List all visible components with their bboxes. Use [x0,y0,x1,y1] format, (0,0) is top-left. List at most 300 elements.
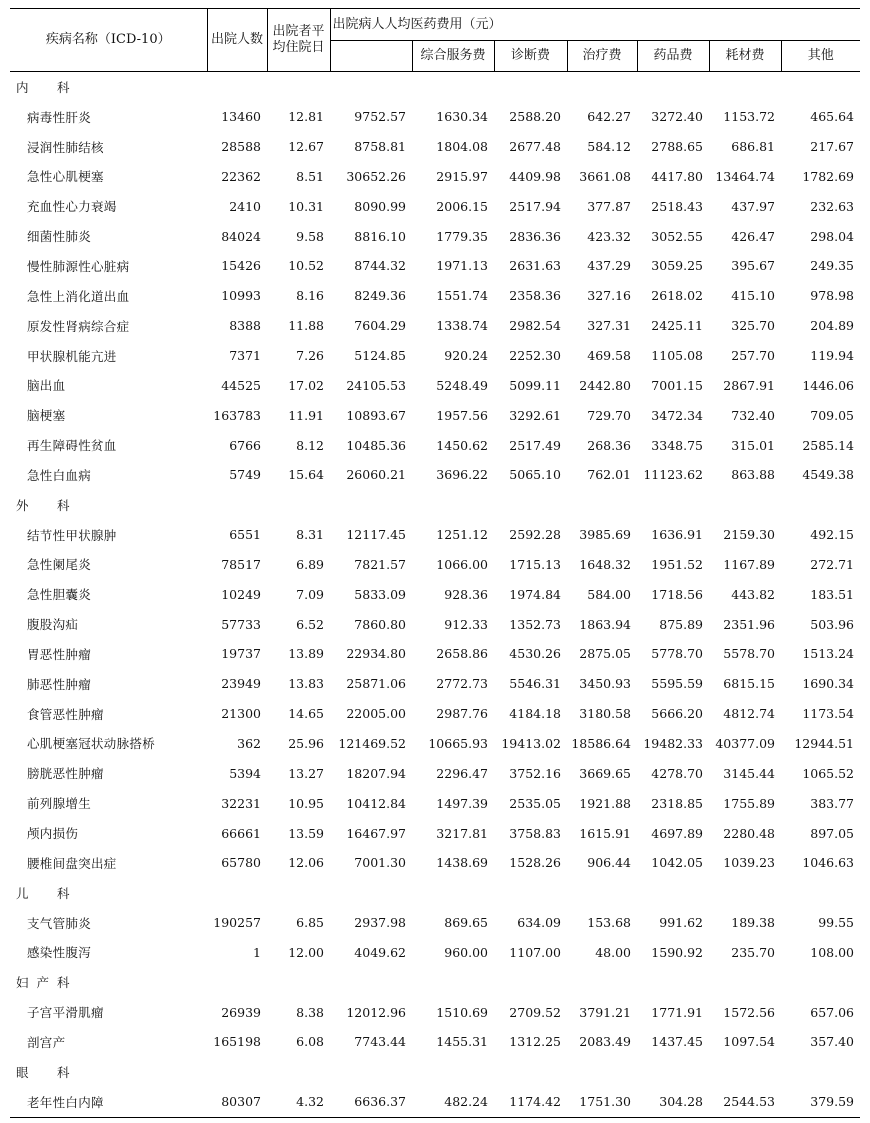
value-cell: 2618.02 [651,288,703,304]
value-cell: 8.12 [296,437,324,453]
table-row [10,550,860,580]
value-cell: 415.10 [731,288,775,304]
table-row [10,370,860,400]
value-cell: 443.82 [731,586,775,602]
value-cell: 7001.30 [354,855,406,871]
value-cell: 1974.84 [509,586,561,602]
value-cell: 7821.57 [354,556,406,572]
header-disease-name: 疾病名称（ICD-10） [10,9,207,72]
value-cell: 2517.94 [509,198,561,214]
value-cell: 2709.52 [509,1004,561,1020]
disease-cost-table [10,8,860,1118]
value-cell: 1957.56 [436,407,488,423]
value-cell: 465.64 [810,109,855,125]
table-row [10,1027,860,1057]
value-cell: 10249 [221,586,261,602]
value-cell: 18586.64 [571,735,631,751]
value-cell: 5099.11 [509,377,561,393]
value-cell: 26939 [221,1004,261,1020]
value-cell: 5065.10 [509,467,561,483]
value-cell: 2351.96 [723,616,775,632]
value-cell: 8.51 [296,168,324,184]
header-avg-stay-days: 出院者平均住院日 [267,9,330,72]
value-cell: 17.02 [288,377,324,393]
header-discharged-count: 出院人数 [207,9,267,72]
value-cell: 7.26 [296,348,324,364]
value-cell: 22934.80 [346,646,406,662]
table-row [10,579,860,609]
value-cell: 6766 [229,437,261,453]
value-cell: 65780 [221,855,261,871]
disease-name-cell: 老年性白内障 [10,1087,207,1117]
value-cell: 190257 [213,915,261,931]
value-cell: 4278.70 [651,765,703,781]
table-row [10,609,860,639]
value-cell: 10.31 [288,198,324,214]
value-cell: 315.01 [731,437,775,453]
value-cell: 8744.32 [354,258,406,274]
table-row [10,400,860,430]
value-cell: 8388 [229,318,261,334]
value-cell: 10412.84 [346,795,406,811]
value-cell: 57733 [221,616,261,632]
value-cell: 327.16 [587,288,631,304]
value-cell: 1863.94 [579,616,631,632]
value-cell: 232.63 [810,198,855,214]
value-cell: 8758.81 [354,139,406,155]
value-cell: 1648.32 [579,556,631,572]
value-cell: 5124.85 [354,348,406,364]
value-cell: 6.52 [296,616,324,632]
table-row [10,1087,860,1117]
disease-name-cell: 颅内损伤 [27,826,79,842]
value-cell: 13.59 [288,825,324,841]
category-row [10,878,860,908]
value-cell: 7743.44 [354,1034,406,1050]
value-cell: 153.68 [587,915,631,931]
value-cell: 2280.48 [723,825,775,841]
disease-name-cell: 食管恶性肿瘤 [27,706,104,722]
value-cell: 584.12 [587,139,631,155]
value-cell: 3052.55 [651,228,703,244]
value-cell: 327.31 [587,318,631,334]
category-row [10,967,860,997]
value-cell: 13.83 [288,676,324,692]
value-cell: 18207.94 [346,765,406,781]
header-comprehensive-service-fee: 综合服务费 [412,41,494,72]
value-cell: 2442.80 [579,377,631,393]
header-avg-cost: 出院病人人均医药费用（元） [330,9,860,41]
value-cell: 1046.63 [802,855,855,871]
value-cell: 1971.13 [436,258,488,274]
table-row [10,132,860,162]
value-cell: 2585.14 [802,437,855,453]
value-cell: 3450.93 [579,676,631,692]
value-cell: 3472.34 [651,407,703,423]
table-row [10,281,860,311]
value-cell: 11.88 [288,318,324,334]
value-cell: 4549.38 [802,467,855,483]
value-cell: 4697.89 [651,825,703,841]
value-cell: 24105.53 [346,377,406,393]
table-row [10,191,860,221]
disease-name-cell: 细菌性肺炎 [27,229,92,245]
value-cell: 1551.74 [436,288,488,304]
value-cell: 928.36 [444,586,488,602]
value-cell: 304.28 [637,1087,709,1117]
value-cell: 1718.56 [651,586,703,602]
value-cell: 189.38 [731,915,775,931]
value-cell: 1636.91 [651,527,703,543]
value-cell: 906.44 [587,855,631,871]
value-cell: 437.29 [587,258,631,274]
value-cell: 183.51 [810,586,855,602]
disease-name-cell: 脑出血 [27,378,66,394]
value-cell: 12.00 [288,944,324,960]
value-cell: 657.06 [810,1004,855,1020]
table-body [10,72,860,1118]
value-cell: 2788.65 [651,139,703,155]
value-cell: 2836.36 [509,228,561,244]
value-cell: 1438.69 [436,855,488,871]
value-cell: 1312.25 [509,1034,561,1050]
value-cell: 2252.30 [509,348,561,364]
disease-name-cell: 肺恶性肿瘤 [27,676,92,692]
value-cell: 2518.43 [651,198,703,214]
value-cell: 2937.98 [354,915,406,931]
value-cell: 6.08 [296,1034,324,1050]
value-cell: 9752.57 [354,109,406,125]
value-cell: 3272.40 [651,109,703,125]
value-cell: 7860.80 [354,616,406,632]
category-label: 儿 科 [16,885,78,901]
value-cell: 12.06 [288,855,324,871]
value-cell: 12.67 [288,139,324,155]
value-cell: 8816.10 [354,228,406,244]
value-cell: 19737 [221,646,261,662]
value-cell: 2006.15 [436,198,488,214]
value-cell: 78517 [221,556,261,572]
table-row [10,937,860,967]
value-cell: 379.59 [781,1087,860,1117]
value-cell: 383.77 [810,795,855,811]
value-cell: 492.15 [810,527,855,543]
value-cell: 920.24 [444,348,488,364]
value-cell: 80307 [207,1087,267,1117]
value-cell: 2987.76 [436,706,488,722]
value-cell: 709.05 [810,407,855,423]
value-cell: 4409.98 [509,168,561,184]
value-cell: 912.33 [444,616,488,632]
value-cell: 2083.49 [579,1034,631,1050]
table-row [10,341,860,371]
value-cell: 1782.69 [802,168,855,184]
value-cell: 44525 [221,377,261,393]
disease-name-cell: 结节性甲状腺肿 [27,527,117,543]
value-cell: 11123.62 [643,467,703,483]
table-row [10,788,860,818]
value-cell: 26060.21 [346,467,406,483]
value-cell: 1690.34 [802,676,855,692]
value-cell: 1173.54 [802,706,855,722]
value-cell: 482.24 [412,1087,494,1117]
disease-name-cell: 脑梗塞 [27,408,66,424]
table-row [10,997,860,1027]
value-cell: 978.98 [810,288,855,304]
value-cell: 1513.24 [802,646,855,662]
value-cell: 2544.53 [709,1087,781,1117]
value-cell: 357.40 [810,1034,855,1050]
value-cell: 2159.30 [723,527,775,543]
value-cell: 84024 [221,228,261,244]
value-cell: 3752.16 [509,765,561,781]
value-cell: 13464.74 [715,168,775,184]
header-other-fee: 其他 [781,41,860,72]
value-cell: 28588 [221,139,261,155]
disease-name-cell: 支气管肺炎 [27,915,92,931]
value-cell: 1528.26 [509,855,561,871]
disease-name-cell: 病毒性肝炎 [27,109,92,125]
value-cell: 25871.06 [346,676,406,692]
table-row [10,729,860,759]
value-cell: 3348.75 [651,437,703,453]
value-cell: 2517.49 [509,437,561,453]
value-cell: 1497.39 [436,795,488,811]
value-cell: 1167.89 [723,556,775,572]
disease-name-cell: 子宫平滑肌瘤 [27,1005,104,1021]
value-cell: 2867.91 [723,377,775,393]
table-row [10,221,860,251]
value-cell: 32231 [221,795,261,811]
value-cell: 9.58 [296,228,324,244]
value-cell: 4417.80 [651,168,703,184]
value-cell: 15.64 [288,467,324,483]
value-cell: 1951.52 [651,556,703,572]
value-cell: 2772.73 [436,676,488,692]
value-cell: 1804.08 [436,139,488,155]
table-row [10,758,860,788]
table-row [10,699,860,729]
value-cell: 1779.35 [436,228,488,244]
table-row [10,162,860,192]
value-cell: 325.70 [731,318,775,334]
value-cell: 5778.70 [651,646,703,662]
value-cell: 249.35 [810,258,855,274]
disease-name-cell: 急性阑尾炎 [27,557,92,573]
value-cell: 2631.63 [509,258,561,274]
value-cell: 7371 [229,348,261,364]
value-cell: 762.01 [587,467,631,483]
value-cell: 1572.56 [723,1004,775,1020]
value-cell: 3661.08 [579,168,631,184]
disease-name-cell: 甲状腺机能亢进 [27,348,117,364]
value-cell: 10.95 [288,795,324,811]
value-cell: 1042.05 [651,855,703,871]
category-label: 外 科 [16,497,78,513]
disease-name-cell: 胃恶性肿瘤 [27,646,92,662]
value-cell: 377.87 [587,198,631,214]
value-cell: 15426 [221,258,261,274]
value-cell: 12117.45 [346,527,406,543]
value-cell: 503.96 [810,616,855,632]
value-cell: 1510.69 [436,1004,488,1020]
value-cell: 40377.09 [715,735,775,751]
value-cell: 66661 [221,825,261,841]
value-cell: 875.89 [659,616,703,632]
value-cell: 19482.33 [643,735,703,751]
value-cell: 2677.48 [509,139,561,155]
header-subtotal [330,41,412,72]
category-label: 内 科 [16,79,78,95]
disease-name-cell: 前列腺增生 [27,796,92,812]
value-cell: 897.05 [810,825,855,841]
value-cell: 235.70 [731,944,775,960]
value-cell: 1751.30 [567,1087,637,1117]
value-cell: 6.89 [296,556,324,572]
disease-name-cell: 急性心肌梗塞 [27,169,104,185]
value-cell: 395.67 [731,258,775,274]
value-cell: 584.00 [587,586,631,602]
value-cell: 4049.62 [354,944,406,960]
value-cell: 19413.02 [501,735,561,751]
category-row [10,1057,860,1087]
disease-name-cell: 再生障碍性贫血 [27,438,117,454]
value-cell: 1 [253,944,261,960]
value-cell: 2410 [229,198,261,214]
disease-name-cell: 心肌梗塞冠状动脉搭桥 [27,736,156,752]
value-cell: 5546.31 [509,676,561,692]
value-cell: 121469.52 [338,735,406,751]
value-cell: 960.00 [444,944,488,960]
value-cell: 1039.23 [723,855,775,871]
value-cell: 437.97 [731,198,775,214]
disease-name-cell: 急性上消化道出血 [27,288,130,304]
value-cell: 22005.00 [346,706,406,722]
value-cell: 3696.22 [436,467,488,483]
value-cell: 1755.89 [723,795,775,811]
value-cell: 2658.86 [436,646,488,662]
value-cell: 362 [237,735,261,751]
value-cell: 1352.73 [509,616,561,632]
value-cell: 16467.97 [346,825,406,841]
value-cell: 1630.34 [436,109,488,125]
value-cell: 2535.05 [509,795,561,811]
value-cell: 1153.72 [723,109,775,125]
header-consumables-fee: 耗材费 [709,41,781,72]
value-cell: 1105.08 [651,348,703,364]
value-cell: 642.27 [587,109,631,125]
value-cell: 8.38 [296,1004,324,1020]
table-row [10,311,860,341]
disease-name-cell: 急性胆囊炎 [27,587,92,603]
value-cell: 2982.54 [509,318,561,334]
value-cell: 10993 [221,288,261,304]
value-cell: 686.81 [731,139,775,155]
value-cell: 1174.42 [494,1087,567,1117]
value-cell: 1715.13 [509,556,561,572]
value-cell: 10485.36 [346,437,406,453]
value-cell: 3217.81 [436,825,488,841]
disease-name-cell: 腰椎间盘突出症 [27,855,117,871]
disease-name-cell: 浸润性肺结核 [27,139,104,155]
value-cell: 7604.29 [354,318,406,334]
category-row [10,72,860,102]
value-cell: 6636.37 [330,1087,412,1117]
value-cell: 5248.49 [436,377,488,393]
value-cell: 8.31 [296,527,324,543]
value-cell: 25.96 [288,735,324,751]
value-cell: 217.67 [810,139,855,155]
table-row [10,818,860,848]
value-cell: 4812.74 [723,706,775,722]
value-cell: 7001.15 [651,377,703,393]
disease-name-cell: 剖宫产 [27,1034,66,1050]
disease-name-cell: 原发性肾病综合症 [27,318,130,334]
value-cell: 1066.00 [436,556,488,572]
value-cell: 3292.61 [509,407,561,423]
value-cell: 23949 [221,676,261,692]
value-cell: 3059.25 [651,258,703,274]
value-cell: 268.36 [587,437,631,453]
value-cell: 8249.36 [354,288,406,304]
value-cell: 163783 [213,407,261,423]
value-cell: 4184.18 [509,706,561,722]
value-cell: 2592.28 [509,527,561,543]
value-cell: 22362 [221,168,261,184]
value-cell: 257.70 [731,348,775,364]
value-cell: 869.65 [444,915,488,931]
value-cell: 12944.51 [794,735,855,751]
disease-name-cell: 慢性肺源性心脏病 [27,258,130,274]
value-cell: 12.81 [288,109,324,125]
value-cell: 4.32 [267,1087,330,1117]
category-label: 眼 科 [16,1064,78,1080]
table-row [10,908,860,938]
value-cell: 5394 [229,765,261,781]
value-cell: 5666.20 [651,706,703,722]
value-cell: 1771.91 [651,1004,703,1020]
value-cell: 30652.26 [346,168,406,184]
table-row [10,460,860,490]
value-cell: 21300 [221,706,261,722]
table-row [10,520,860,550]
value-cell: 204.89 [810,318,855,334]
header-diagnosis-fee: 诊断费 [494,41,567,72]
value-cell: 6.85 [296,915,324,931]
value-cell: 732.40 [731,407,775,423]
value-cell: 48.00 [595,944,631,960]
value-cell: 108.00 [810,944,855,960]
value-cell: 10893.67 [346,407,406,423]
value-cell: 5578.70 [723,646,775,662]
value-cell: 3145.44 [723,765,775,781]
table-row [10,669,860,699]
value-cell: 2875.05 [579,646,631,662]
value-cell: 2318.85 [651,795,703,811]
value-cell: 1107.00 [509,944,561,960]
value-cell: 1615.91 [579,825,631,841]
value-cell: 5749 [229,467,261,483]
value-cell: 426.47 [731,228,775,244]
value-cell: 7.09 [296,586,324,602]
value-cell: 8.16 [296,288,324,304]
value-cell: 1097.54 [723,1034,775,1050]
category-row [10,490,860,520]
header-drug-fee: 药品费 [637,41,709,72]
value-cell: 3180.58 [579,706,631,722]
table-row [10,102,860,132]
value-cell: 423.32 [587,228,631,244]
